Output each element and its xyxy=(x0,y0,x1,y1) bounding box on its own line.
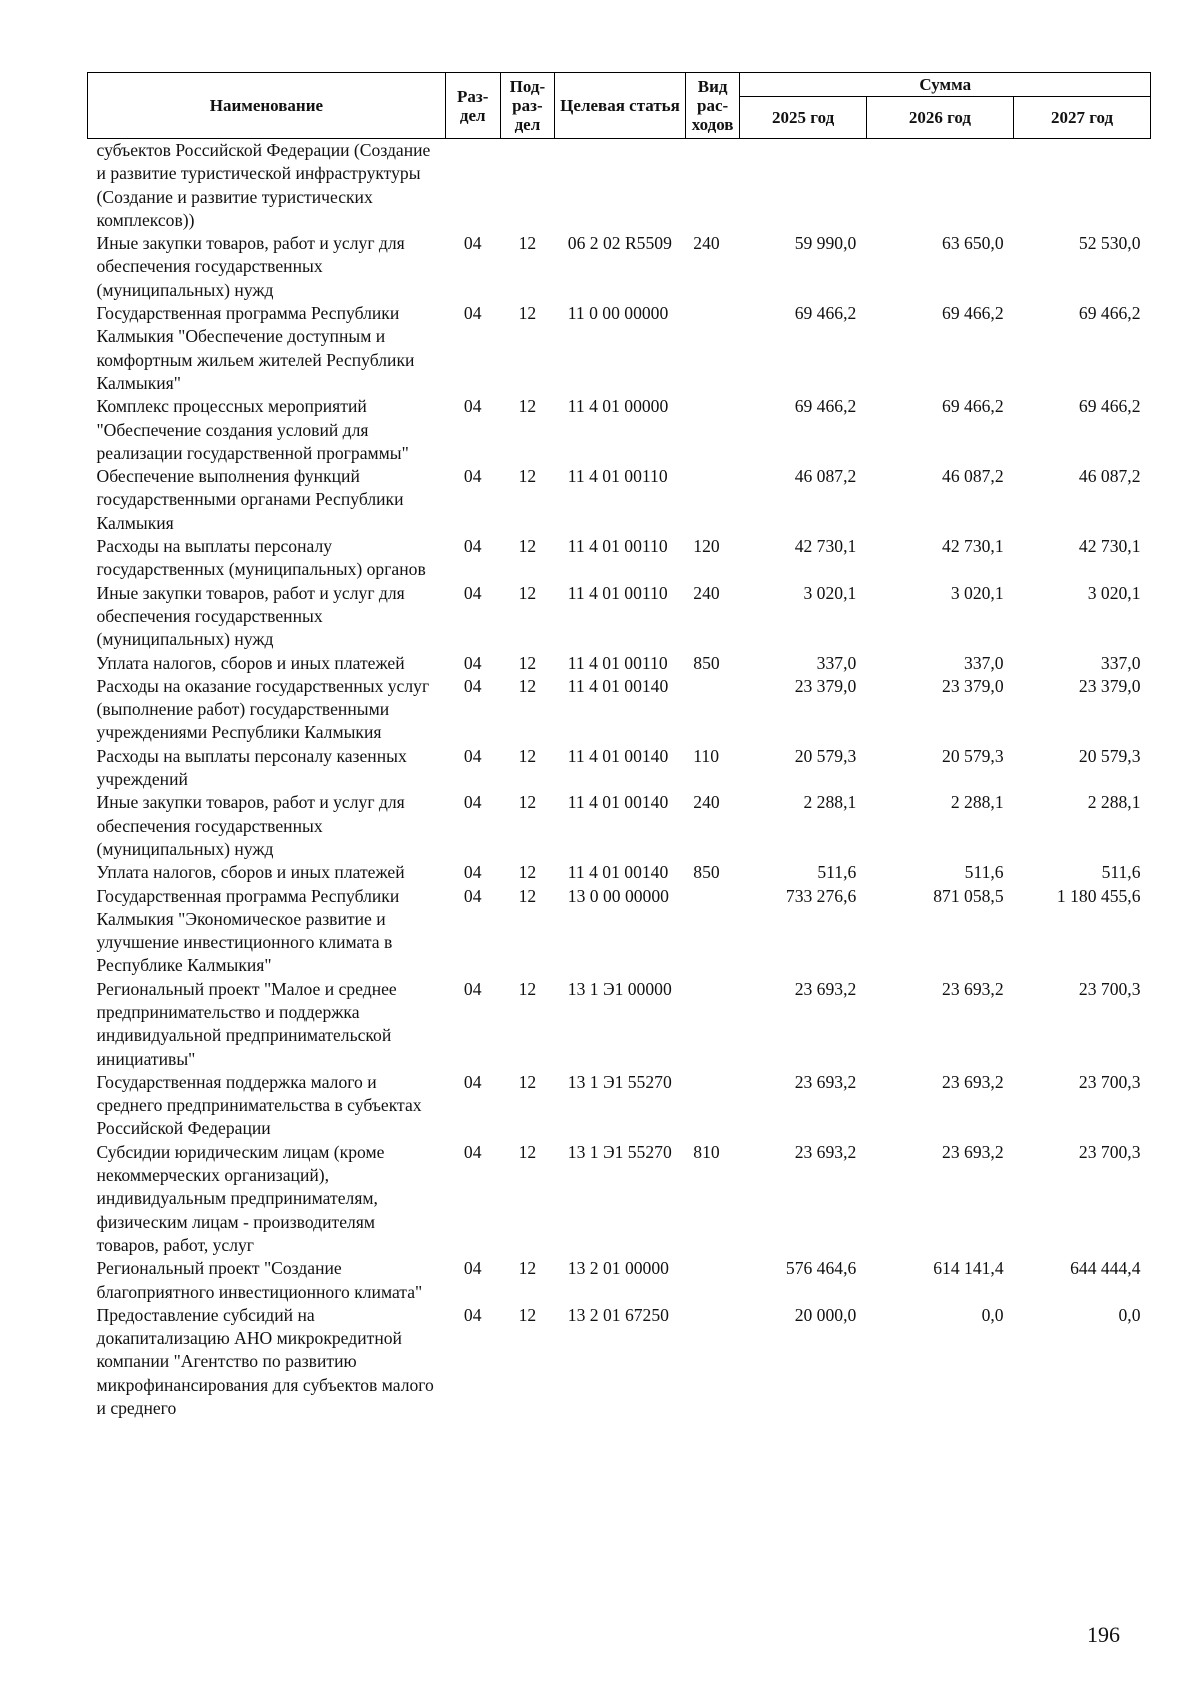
row-target: 13 2 01 67250 xyxy=(567,1304,669,1325)
header-name: Наименование xyxy=(88,73,446,139)
row-podrazdel: 12 xyxy=(518,396,537,417)
row-podrazdel: 12 xyxy=(518,233,537,254)
header-sum: Сумма xyxy=(740,73,1151,97)
row-podrazdel: 12 xyxy=(518,652,537,673)
row-name: Субсидии юридическим лицам (кроме некоммерческих организаций), индивидуальным предпринимателям, физическим лицам - производителям товаров, работ, услуг xyxy=(96,1141,385,1255)
row-name: Расходы на выплаты персоналу казенных учреждений xyxy=(96,745,407,790)
row-name: Государственная программа Республики Калмыкия "Экономическое развитие и улучшение инвестиционного климата в Республике Калмыкия" xyxy=(96,885,400,976)
row-type: 120 xyxy=(693,536,720,557)
row-sum-2025: 511,6 xyxy=(817,862,857,883)
row-sum-2027: 644 444,4 xyxy=(1070,1258,1141,1279)
row-type xyxy=(685,465,740,535)
table-row xyxy=(88,302,1151,395)
table-row xyxy=(88,395,1151,465)
row-sum-2026: 42 730,1 xyxy=(942,536,1004,557)
row-podrazdel: 12 xyxy=(518,466,537,487)
row-type xyxy=(685,1304,740,1420)
row-sum-2026: 23 693,2 xyxy=(942,978,1004,999)
row-type: 240 xyxy=(693,582,720,603)
row-type xyxy=(685,978,740,1071)
row-target: 11 4 01 00140 xyxy=(567,792,669,813)
row-name: Расходы на выплаты персоналу государственных (муниципальных) органов xyxy=(96,536,426,580)
row-razdel: 04 xyxy=(463,1304,482,1325)
row-type xyxy=(685,395,740,465)
row-sum-2025: 23 693,2 xyxy=(794,1141,857,1162)
row-sum-2025: 337,0 xyxy=(816,652,857,673)
header-target: Целевая статья xyxy=(555,73,686,139)
row-podrazdel xyxy=(500,139,555,233)
row-sum-2026: 2 288,1 xyxy=(950,792,1004,813)
row-razdel xyxy=(445,139,500,233)
row-sum-2025: 23 379,0 xyxy=(794,675,857,696)
row-name: Предоставление субсидий на докапитализацию АНО микрокредитной компании "Агентство по развитию микрофинансирования для субъектов малого и среднего xyxy=(96,1304,434,1419)
row-sum-2026: 3 020,1 xyxy=(950,582,1004,603)
row-razdel: 04 xyxy=(463,1141,482,1162)
row-razdel: 04 xyxy=(463,582,482,603)
row-sum-2025 xyxy=(740,139,866,233)
row-type xyxy=(685,1071,740,1141)
row-sum-2026: 63 650,0 xyxy=(942,233,1004,254)
table-row xyxy=(88,978,1151,1071)
table-row xyxy=(88,1071,1151,1141)
table-row xyxy=(88,582,1151,652)
row-target: 13 1 Э1 55270 xyxy=(567,1141,672,1162)
row-name: Расходы на оказание государственных услуг (выполнение работ) государственными учреждениями Республики Калмыкия xyxy=(96,675,430,743)
row-sum-2025: 59 990,0 xyxy=(794,233,857,254)
row-sum-2025: 576 464,6 xyxy=(785,1258,857,1279)
row-razdel: 04 xyxy=(463,885,482,906)
row-sum-2026: 46 087,2 xyxy=(942,466,1004,487)
row-target: 11 4 01 00110 xyxy=(567,536,668,557)
row-razdel: 04 xyxy=(463,396,482,417)
row-podrazdel: 12 xyxy=(518,582,537,603)
row-sum-2025: 69 466,2 xyxy=(794,303,857,324)
row-razdel: 04 xyxy=(463,675,482,696)
row-sum-2026: 23 693,2 xyxy=(942,1071,1004,1092)
row-sum-2026: 614 141,4 xyxy=(933,1258,1004,1279)
row-sum-2025: 23 693,2 xyxy=(794,1071,857,1092)
row-target: 13 2 01 00000 xyxy=(567,1258,669,1279)
row-sum-2027: 337,0 xyxy=(1100,652,1141,673)
row-razdel: 04 xyxy=(463,233,482,254)
row-podrazdel: 12 xyxy=(518,745,537,766)
row-target: 11 4 01 00110 xyxy=(567,466,668,487)
row-razdel: 04 xyxy=(463,792,482,813)
table-row xyxy=(88,1141,1151,1257)
table-row xyxy=(88,861,1151,884)
row-sum-2027: 23 700,3 xyxy=(1078,1071,1141,1092)
row-type xyxy=(685,675,740,745)
row-name: Иные закупки товаров, работ и услуг для обеспечения государственных (муниципальных) нужд xyxy=(96,582,405,650)
row-type xyxy=(685,1257,740,1304)
row-type: 240 xyxy=(693,792,720,813)
row-sum-2027: 23 379,0 xyxy=(1078,675,1141,696)
row-sum-2025: 20 000,0 xyxy=(794,1304,857,1325)
row-target: 11 4 01 00000 xyxy=(567,396,669,417)
table-body xyxy=(88,139,1151,1421)
table-row xyxy=(88,232,1151,302)
row-podrazdel: 12 xyxy=(518,1141,537,1162)
row-name: Иные закупки товаров, работ и услуг для обеспечения государственных (муниципальных) нужд xyxy=(96,792,405,859)
row-sum-2025: 46 087,2 xyxy=(794,466,857,487)
row-target: 11 4 01 00140 xyxy=(567,862,669,883)
row-sum-2025: 23 693,2 xyxy=(794,978,857,999)
row-sum-2026: 20 579,3 xyxy=(942,745,1004,766)
row-podrazdel: 12 xyxy=(518,303,537,324)
row-name: Региональный проект "Создание благоприятного инвестиционного климата" xyxy=(96,1258,423,1302)
row-sum-2027: 69 466,2 xyxy=(1078,396,1141,417)
row-podrazdel: 12 xyxy=(518,1304,537,1325)
row-sum-2027 xyxy=(1014,139,1151,233)
row-name: Государственная поддержка малого и среднего предпринимательства в субъектах Российской Федерации xyxy=(96,1071,422,1139)
row-type: 850 xyxy=(693,862,720,883)
row-target xyxy=(555,139,686,233)
row-razdel: 04 xyxy=(463,862,482,883)
row-type xyxy=(685,885,740,978)
row-type: 110 xyxy=(693,745,720,766)
row-name: Обеспечение выполнения функций государственными органами Республики Калмыкия xyxy=(96,466,404,533)
header-year-2026: 2026 год xyxy=(866,97,1013,139)
header-podrazdel: Под-раз-дел xyxy=(500,73,555,139)
row-target: 06 2 02 R5509 xyxy=(567,233,672,254)
row-target: 13 1 Э1 00000 xyxy=(567,978,672,999)
row-name: субъектов Российской Федерации (Создание и развитие туристической инфраструктуры (Создание и развитие туристических комплексов)) xyxy=(96,140,431,230)
row-sum-2025: 69 466,2 xyxy=(794,396,857,417)
row-sum-2027: 46 087,2 xyxy=(1078,466,1141,487)
table-row xyxy=(88,885,1151,978)
table-row xyxy=(88,791,1151,861)
row-sum-2027: 23 700,3 xyxy=(1078,978,1141,999)
row-podrazdel: 12 xyxy=(518,1071,537,1092)
row-sum-2027: 23 700,3 xyxy=(1078,1141,1141,1162)
row-podrazdel: 12 xyxy=(518,885,537,906)
row-podrazdel: 12 xyxy=(518,792,537,813)
row-sum-2026: 871 058,5 xyxy=(933,885,1004,906)
row-name: Региональный проект "Малое и среднее предпринимательство и поддержка индивидуальной предпринимательской инициативы" xyxy=(96,978,397,1069)
table-row xyxy=(88,465,1151,535)
row-type: 240 xyxy=(693,233,720,254)
row-sum-2027: 69 466,2 xyxy=(1078,303,1141,324)
row-type: 810 xyxy=(693,1141,720,1162)
header-year-2025: 2025 год xyxy=(740,97,866,139)
row-sum-2026: 511,6 xyxy=(964,862,1004,883)
row-sum-2027: 0,0 xyxy=(1118,1304,1141,1325)
row-target: 11 4 01 00110 xyxy=(567,652,668,673)
row-sum-2027: 1 180 455,6 xyxy=(1056,885,1141,906)
row-sum-2026: 23 693,2 xyxy=(942,1141,1004,1162)
row-podrazdel: 12 xyxy=(518,675,537,696)
row-target: 13 0 00 00000 xyxy=(567,885,669,906)
row-target: 13 1 Э1 55270 xyxy=(567,1071,672,1092)
row-name: Уплата налогов, сборов и иных платежей xyxy=(96,862,405,883)
row-name: Иные закупки товаров, работ и услуг для обеспечения государственных (муниципальных) нужд xyxy=(96,233,405,300)
row-sum-2025: 2 288,1 xyxy=(803,792,857,813)
row-podrazdel: 12 xyxy=(518,978,537,999)
row-type xyxy=(685,139,740,233)
row-razdel: 04 xyxy=(463,1071,482,1092)
row-sum-2026: 337,0 xyxy=(964,652,1004,673)
row-target: 11 4 01 00140 xyxy=(567,745,669,766)
header-year-2027: 2027 год xyxy=(1014,97,1151,139)
row-razdel: 04 xyxy=(463,652,482,673)
row-podrazdel: 12 xyxy=(518,536,537,557)
row-podrazdel: 12 xyxy=(518,862,537,883)
budget-table xyxy=(87,72,1151,1420)
row-sum-2026 xyxy=(866,139,1013,233)
table-row xyxy=(88,745,1151,792)
row-razdel: 04 xyxy=(463,466,482,487)
row-razdel: 04 xyxy=(463,303,482,324)
row-sum-2026: 0,0 xyxy=(981,1304,1004,1325)
row-sum-2026: 69 466,2 xyxy=(942,303,1004,324)
row-razdel: 04 xyxy=(463,1258,482,1279)
row-sum-2025: 3 020,1 xyxy=(803,582,857,603)
row-sum-2027: 52 530,0 xyxy=(1078,233,1141,254)
row-sum-2027: 2 288,1 xyxy=(1087,792,1141,813)
row-podrazdel: 12 xyxy=(518,1258,537,1279)
row-sum-2027: 511,6 xyxy=(1101,862,1141,883)
header-razdel: Раз-дел xyxy=(445,73,500,139)
row-sum-2027: 20 579,3 xyxy=(1078,745,1141,766)
row-sum-2025: 733 276,6 xyxy=(785,885,857,906)
table-row xyxy=(88,675,1151,745)
table-row xyxy=(88,1257,1151,1304)
table-row xyxy=(88,139,1151,233)
row-type: 850 xyxy=(693,652,720,673)
table-row xyxy=(88,1304,1151,1420)
header-type: Вид рас-ходов xyxy=(685,73,740,139)
row-target: 11 4 01 00110 xyxy=(567,582,668,603)
row-sum-2026: 69 466,2 xyxy=(942,396,1004,417)
row-name: Уплата налогов, сборов и иных платежей xyxy=(96,652,405,673)
page-number: 196 xyxy=(1087,1622,1120,1647)
row-razdel: 04 xyxy=(463,745,482,766)
row-name: Комплекс процессных мероприятий "Обеспечение создания условий для реализации государственной программы" xyxy=(96,396,409,463)
row-sum-2027: 42 730,1 xyxy=(1078,536,1141,557)
row-sum-2027: 3 020,1 xyxy=(1087,582,1141,603)
row-type xyxy=(685,302,740,395)
row-target: 11 4 01 00140 xyxy=(567,675,669,696)
row-razdel: 04 xyxy=(463,536,482,557)
table-header xyxy=(88,73,1151,139)
row-sum-2025: 20 579,3 xyxy=(794,745,857,766)
table-row xyxy=(88,652,1151,675)
row-sum-2025: 42 730,1 xyxy=(794,536,857,557)
row-name: Государственная программа Республики Калмыкия "Обеспечение доступным и комфортным жильем жителей Республики Калмыкия" xyxy=(96,303,415,393)
table-row xyxy=(88,535,1151,582)
row-target: 11 0 00 00000 xyxy=(567,303,669,324)
row-sum-2026: 23 379,0 xyxy=(942,675,1004,696)
row-razdel: 04 xyxy=(463,978,482,999)
